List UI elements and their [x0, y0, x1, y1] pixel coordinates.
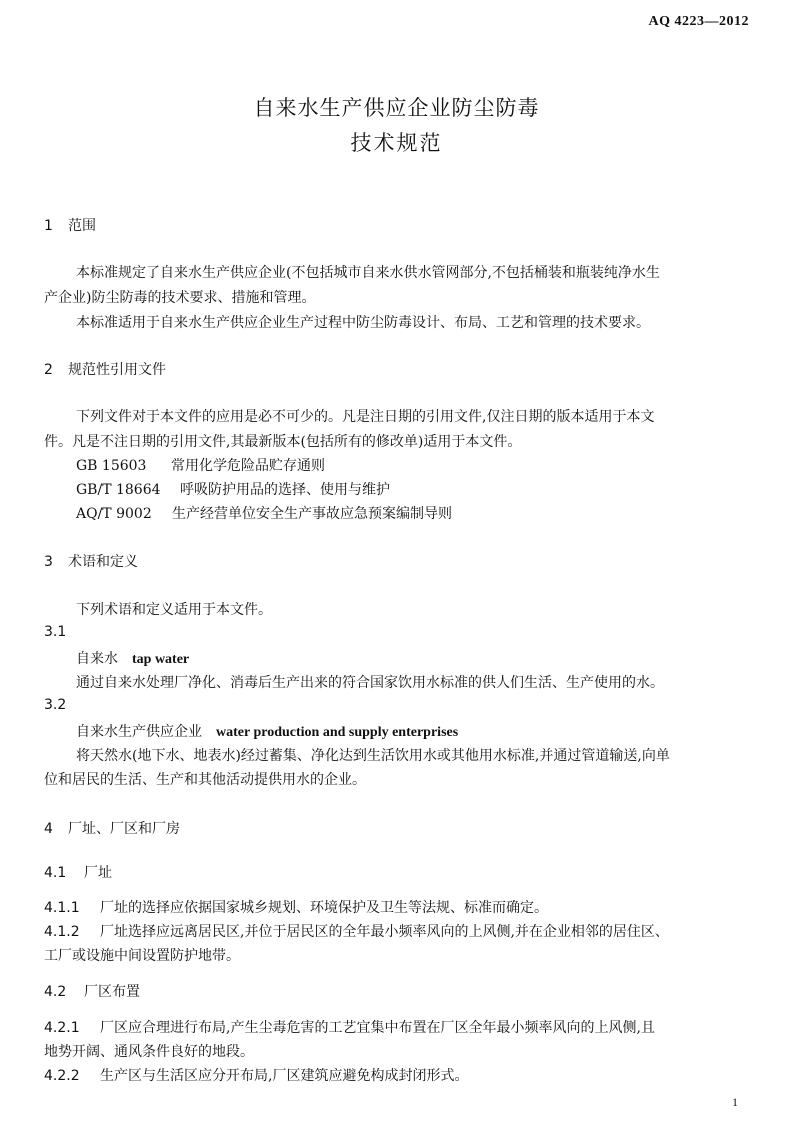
s1-para1-line1: 本标准规定了自来水生产供应企业(不包括城市自来水供水管网部分,不包括桶装和瓶装纯净水生 — [76, 265, 660, 281]
term-zh: 自来水生产供应企业 — [76, 724, 202, 740]
term-en: tap water — [132, 652, 190, 667]
section-number: 1 — [44, 218, 53, 234]
term-3-1-definition: 通过自来水处理厂净化、消毒后生产出来的符合国家饮用水标准的供人们生活、生产使用的水。 — [76, 675, 664, 691]
section-1-heading — [44, 215, 96, 235]
term-3-2 — [76, 721, 458, 741]
reference-title: 生产经营单位安全生产事故应急预案编制导则 — [172, 506, 452, 522]
clause-text: 厂址选择应远离居民区,并位于居民区的全年最小频率风向的上风侧,并在企业相邻的居住区、 — [100, 924, 669, 940]
s1-para2: 本标准适用于自来水生产供应企业生产过程中防尘防毒设计、布局、工艺和管理的技术要求。 — [76, 315, 650, 331]
s2-para1-line1: 下列文件对于本文件的应用是必不可少的。凡是注日期的引用文件,仅注日期的版本适用于本文 — [76, 409, 655, 425]
term-en: water production and supply enterprises — [216, 725, 459, 740]
section-number: 4.2 — [44, 984, 67, 1000]
section-4-heading — [44, 818, 180, 838]
section-2-heading — [44, 359, 166, 379]
doc-title-line1: 自来水生产供应企业防尘防毒 — [253, 96, 540, 120]
clause-text: 厂区应合理进行布局,产生尘毒危害的工艺宜集中布置在厂区全年最小频率风向的上风侧,且 — [100, 1020, 655, 1036]
clause-number: 4.2.2 — [44, 1068, 80, 1084]
clause-4-1-2-line2: 工厂或设施中间设置防护地带。 — [44, 948, 240, 964]
reference-code: AQ/T 9002 — [76, 506, 152, 522]
term-3-1-number: 3.1 — [44, 624, 67, 640]
section-number: 3 — [44, 554, 53, 570]
reference-code: GB/T 18664 — [76, 482, 161, 498]
clause-text: 厂址的选择应依据国家城乡规划、环境保护及卫生等法规、标准而确定。 — [100, 900, 548, 916]
section-title: 厂区布置 — [84, 984, 140, 1000]
clause-4-1-1 — [44, 897, 548, 917]
doc-title-line2: 技术规范 — [350, 131, 443, 155]
section-title: 厂址 — [84, 865, 112, 881]
clause-4-1-2 — [44, 921, 669, 941]
clause-4-2-2 — [44, 1065, 468, 1085]
section-title: 规范性引用文件 — [68, 362, 166, 378]
reference-code: GB 15603 — [76, 458, 147, 474]
section-title: 厂址、厂区和厂房 — [68, 821, 180, 837]
term-3-1 — [76, 648, 189, 668]
section-number: 2 — [44, 362, 53, 378]
reference-item — [76, 455, 325, 475]
clause-4-2-1 — [44, 1017, 655, 1037]
section-3-heading — [44, 551, 138, 571]
reference-title: 呼吸防护用品的选择、使用与维护 — [180, 482, 390, 498]
reference-item — [76, 503, 452, 523]
term-3-2-definition-line2: 位和居民的生活、生产和其他活动提供用水的企业。 — [44, 772, 366, 788]
page-number: 1 — [732, 1095, 738, 1109]
section-number: 4 — [44, 821, 53, 837]
term-3-2-definition-line1: 将天然水(地下水、地表水)经过蓄集、净化达到生活饮用水或其他用水标准,并通过管道输送,向单 — [76, 748, 670, 764]
section-title: 术语和定义 — [68, 554, 138, 570]
section-4-2-heading — [44, 981, 140, 1001]
clause-number: 4.1.1 — [44, 900, 80, 916]
reference-title: 常用化学危险品贮存通则 — [171, 458, 325, 474]
standard-code: AQ 4223—2012 — [648, 14, 749, 29]
s1-para1-line2: 产企业)防尘防毒的技术要求、措施和管理。 — [44, 290, 316, 306]
section-number: 4.1 — [44, 865, 67, 881]
section-4-1-heading — [44, 862, 112, 882]
s3-intro: 下列术语和定义适用于本文件。 — [76, 602, 272, 618]
clause-4-2-1-line2: 地势开阔、通风条件良好的地段。 — [44, 1044, 254, 1060]
clause-number: 4.2.1 — [44, 1020, 80, 1036]
clause-number: 4.1.2 — [44, 924, 80, 940]
term-3-2-number: 3.2 — [44, 697, 67, 713]
s2-para1-line2: 件。凡是不注日期的引用文件,其最新版本(包括所有的修改单)适用于本文件。 — [44, 434, 522, 450]
clause-text: 生产区与生活区应分开布局,厂区建筑应避免构成封闭形式。 — [100, 1068, 469, 1084]
reference-item — [76, 479, 390, 499]
term-zh: 自来水 — [76, 651, 118, 667]
section-title: 范围 — [68, 218, 96, 234]
